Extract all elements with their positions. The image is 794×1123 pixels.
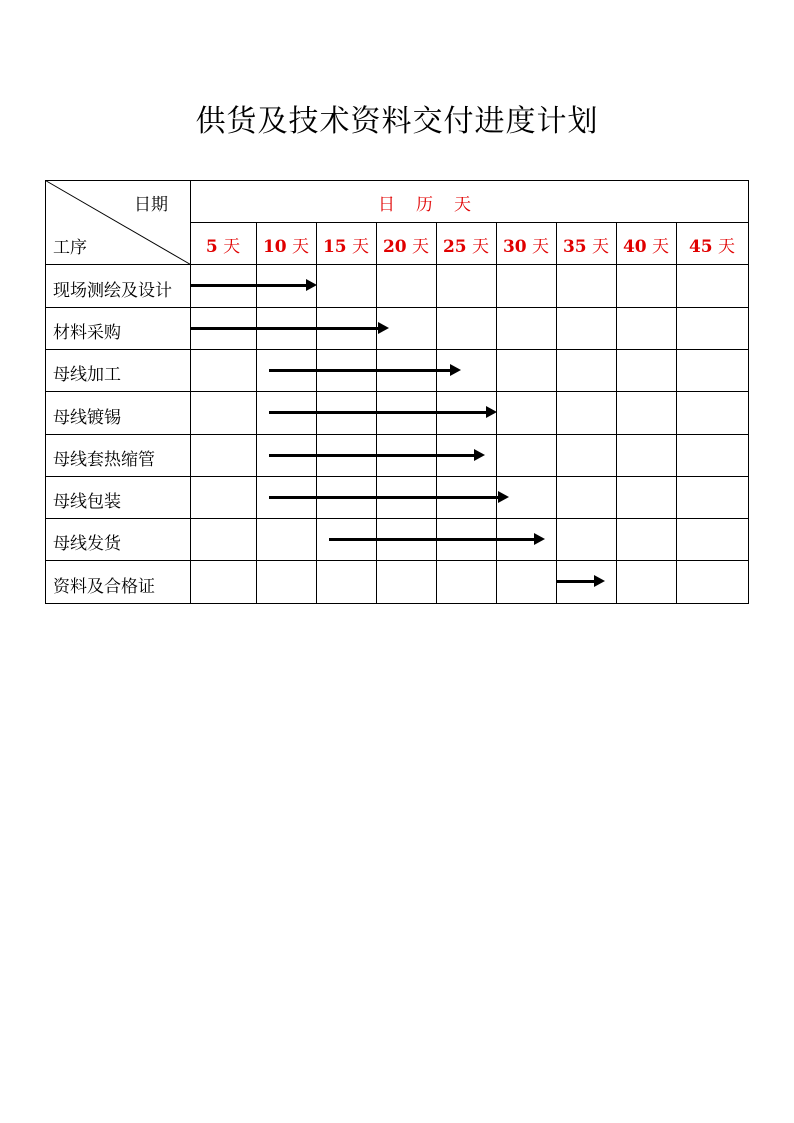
task-label: 母线包装: [53, 492, 121, 512]
schedule-arrow: [191, 284, 307, 287]
task-label: 母线套热缩管: [53, 450, 155, 470]
day-header-25: 25 天: [442, 237, 490, 257]
day-header-45: 45 天: [688, 237, 736, 257]
schedule-arrow: [329, 538, 535, 541]
day-header-40: 40 天: [622, 237, 670, 257]
day-header-10: 10 天: [262, 237, 310, 257]
process-header-label: 工序: [53, 238, 87, 258]
schedule-arrow: [269, 496, 499, 499]
task-label: 母线加工: [53, 365, 121, 385]
day-header-20: 20 天: [382, 237, 430, 257]
schedule-arrow: [269, 454, 475, 457]
day-header-30: 30 天: [502, 237, 550, 257]
task-label: 母线发货: [53, 534, 121, 554]
date-header-label: 日期: [134, 195, 168, 215]
day-header-35: 35 天: [562, 237, 610, 257]
schedule-arrow: [269, 369, 451, 372]
schedule-arrow: [191, 327, 379, 330]
day-header-15: 15 天: [322, 237, 370, 257]
task-label: 材料采购: [53, 323, 121, 343]
task-label: 母线镀锡: [53, 407, 121, 428]
page-title: 供货及技术资料交付进度计划: [195, 104, 599, 139]
day-header-5: 5 天: [205, 237, 241, 257]
schedule-arrow: [269, 411, 487, 414]
schedule-arrow: [557, 580, 595, 583]
task-label: 现场测绘及设计: [53, 280, 172, 301]
task-label: 资料及合格证: [53, 576, 155, 597]
calendar-days-header: 日 历 天: [378, 195, 473, 215]
